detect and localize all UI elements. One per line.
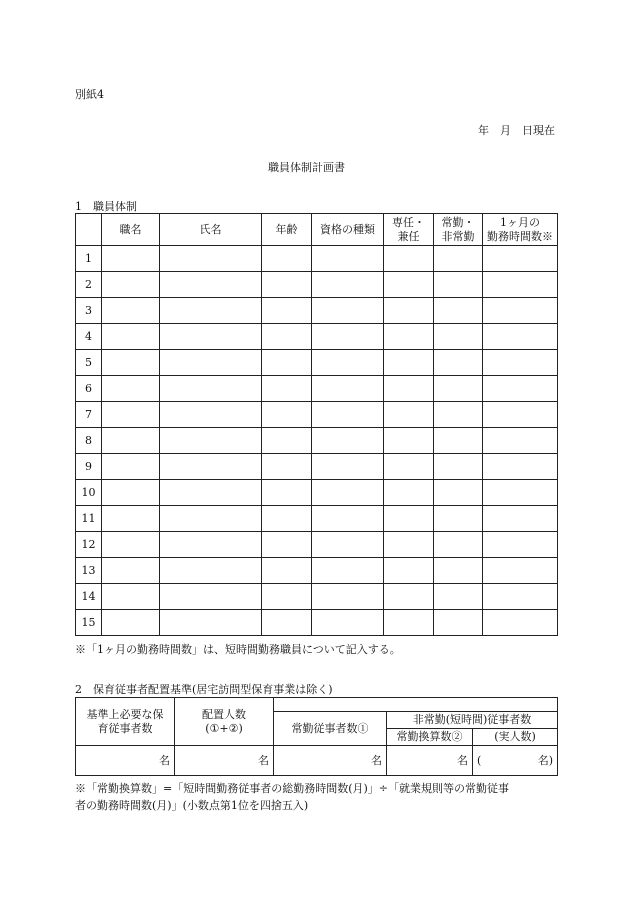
row-number: 9 bbox=[76, 454, 102, 480]
dedicated-cell[interactable] bbox=[384, 298, 434, 324]
age-cell[interactable] bbox=[262, 376, 312, 402]
dedicated-cell[interactable] bbox=[384, 506, 434, 532]
name-cell[interactable] bbox=[160, 454, 262, 480]
row-number: 1 bbox=[76, 246, 102, 272]
table-row bbox=[76, 246, 558, 272]
fulltime-cell[interactable] bbox=[434, 298, 483, 324]
header-placement bbox=[175, 698, 274, 746]
table-row bbox=[76, 376, 558, 402]
hours-cell[interactable] bbox=[483, 532, 558, 558]
fulltime-value: 名 bbox=[274, 746, 387, 776]
hours-cell[interactable] bbox=[483, 376, 558, 402]
name-cell[interactable] bbox=[160, 324, 262, 350]
hours-cell[interactable] bbox=[483, 324, 558, 350]
dedicated-cell[interactable] bbox=[384, 558, 434, 584]
header-required-line1: 基準上必要な保 bbox=[86, 707, 164, 721]
position-cell[interactable] bbox=[102, 402, 160, 428]
row-number: 10 bbox=[76, 480, 102, 506]
dedicated-cell[interactable] bbox=[384, 428, 434, 454]
fulltime-cell[interactable] bbox=[434, 376, 483, 402]
row-number: 5 bbox=[76, 350, 102, 376]
table-row bbox=[76, 584, 558, 610]
qualification-cell[interactable] bbox=[312, 506, 384, 532]
position-cell[interactable] bbox=[102, 246, 160, 272]
table-row bbox=[76, 506, 558, 532]
age-cell[interactable] bbox=[262, 272, 312, 298]
fulltime-cell[interactable] bbox=[434, 428, 483, 454]
position-cell[interactable] bbox=[102, 272, 160, 298]
placement-value-row bbox=[76, 746, 558, 776]
row-number: 14 bbox=[76, 584, 102, 610]
name-cell[interactable] bbox=[160, 272, 262, 298]
hours-cell[interactable] bbox=[483, 584, 558, 610]
section2-note-line1: ※「常勤換算数」=「短時間勤務従事者の総勤務時間数(月)」÷「就業規則等の常勤従事 bbox=[75, 782, 510, 795]
fulltime-cell[interactable] bbox=[434, 480, 483, 506]
attachment-label: 別紙4 bbox=[75, 88, 104, 101]
row-number: 12 bbox=[76, 532, 102, 558]
table-row bbox=[76, 428, 558, 454]
table-row bbox=[76, 350, 558, 376]
fulltime-cell[interactable] bbox=[434, 246, 483, 272]
position-cell[interactable] bbox=[102, 350, 160, 376]
name-cell[interactable] bbox=[160, 402, 262, 428]
table-row bbox=[76, 532, 558, 558]
page-title: 職員体制計画書 bbox=[268, 161, 345, 174]
name-cell[interactable] bbox=[160, 428, 262, 454]
fulltime-cell[interactable] bbox=[434, 324, 483, 350]
table-row bbox=[76, 272, 558, 298]
qualification-cell[interactable] bbox=[312, 246, 384, 272]
age-cell[interactable] bbox=[262, 402, 312, 428]
name-cell[interactable] bbox=[160, 298, 262, 324]
staff-table bbox=[75, 213, 558, 636]
dedicated-cell[interactable] bbox=[384, 610, 434, 636]
name-cell[interactable] bbox=[160, 506, 262, 532]
header-fulltime-count: 常勤従事者数① bbox=[274, 712, 387, 746]
age-cell[interactable] bbox=[262, 350, 312, 376]
position-cell[interactable] bbox=[102, 506, 160, 532]
dedicated-cell[interactable] bbox=[384, 402, 434, 428]
qualification-cell[interactable] bbox=[312, 428, 384, 454]
position-cell[interactable] bbox=[102, 298, 160, 324]
age-cell[interactable] bbox=[262, 480, 312, 506]
table-row bbox=[76, 480, 558, 506]
position-cell[interactable] bbox=[102, 454, 160, 480]
qualification-cell[interactable] bbox=[312, 376, 384, 402]
age-cell[interactable] bbox=[262, 428, 312, 454]
dedicated-cell[interactable] bbox=[384, 324, 434, 350]
position-cell[interactable] bbox=[102, 532, 160, 558]
header-placement-line1: 配置人数 bbox=[202, 707, 246, 721]
section1-note: ※「1ヶ月の勤務時間数」は、短時間勤務職員について記入する。 bbox=[75, 643, 401, 656]
section2-note-line2: 者の勤務時間数(月)」(小数点第1位を四捨五入) bbox=[75, 799, 309, 812]
position-cell[interactable] bbox=[102, 428, 160, 454]
row-number: 13 bbox=[76, 558, 102, 584]
header-hours-line2: 勤務時間数※ bbox=[487, 229, 553, 243]
name-cell[interactable] bbox=[160, 376, 262, 402]
qualification-cell[interactable] bbox=[312, 610, 384, 636]
name-cell[interactable] bbox=[160, 246, 262, 272]
section2-heading: 2 保育従事者配置基準(居宅訪問型保育事業は除く) bbox=[75, 683, 333, 696]
actual-unit: 名) bbox=[537, 753, 554, 767]
header-number bbox=[76, 214, 102, 246]
row-number: 6 bbox=[76, 376, 102, 402]
hours-cell[interactable] bbox=[483, 480, 558, 506]
table-row bbox=[76, 454, 558, 480]
hours-cell[interactable] bbox=[483, 454, 558, 480]
age-cell[interactable] bbox=[262, 506, 312, 532]
age-cell[interactable] bbox=[262, 532, 312, 558]
table-row bbox=[76, 558, 558, 584]
qualification-cell[interactable] bbox=[312, 584, 384, 610]
dedicated-cell[interactable] bbox=[384, 376, 434, 402]
hours-cell[interactable] bbox=[483, 272, 558, 298]
qualification-cell[interactable] bbox=[312, 324, 384, 350]
header-dedicated bbox=[384, 214, 434, 246]
table-row bbox=[76, 324, 558, 350]
converted-value: 名 bbox=[387, 746, 473, 776]
staff-table-header bbox=[76, 214, 558, 246]
position-cell[interactable] bbox=[102, 558, 160, 584]
qualification-cell[interactable] bbox=[312, 454, 384, 480]
placement-table bbox=[75, 697, 558, 776]
actual-open-paren: ( bbox=[477, 753, 482, 767]
header-fulltime-line2: 非常勤 bbox=[441, 229, 475, 243]
dedicated-cell[interactable] bbox=[384, 454, 434, 480]
fulltime-cell[interactable] bbox=[434, 584, 483, 610]
hours-cell[interactable] bbox=[483, 558, 558, 584]
name-cell[interactable] bbox=[160, 610, 262, 636]
age-cell[interactable] bbox=[262, 454, 312, 480]
dedicated-cell[interactable] bbox=[384, 480, 434, 506]
header-placement-line2: (①+②) bbox=[205, 721, 243, 735]
age-cell[interactable] bbox=[262, 558, 312, 584]
table-row bbox=[76, 402, 558, 428]
row-number: 11 bbox=[76, 506, 102, 532]
qualification-cell[interactable] bbox=[312, 350, 384, 376]
header-dedicated-line1: 専任・ bbox=[392, 215, 425, 229]
hours-cell[interactable] bbox=[483, 506, 558, 532]
header-dedicated-line2: 兼任 bbox=[397, 229, 420, 243]
hours-cell[interactable] bbox=[483, 298, 558, 324]
age-cell[interactable] bbox=[262, 610, 312, 636]
qualification-cell[interactable] bbox=[312, 558, 384, 584]
staff-table-body bbox=[76, 246, 558, 636]
position-cell[interactable] bbox=[102, 480, 160, 506]
qualification-cell[interactable] bbox=[312, 272, 384, 298]
placement-header-row1 bbox=[76, 698, 558, 712]
fulltime-cell[interactable] bbox=[434, 402, 483, 428]
name-cell[interactable] bbox=[160, 480, 262, 506]
row-number: 4 bbox=[76, 324, 102, 350]
position-cell[interactable] bbox=[102, 584, 160, 610]
position-cell[interactable] bbox=[102, 610, 160, 636]
header-age: 年齢 bbox=[262, 214, 312, 246]
header-fulltime bbox=[434, 214, 483, 246]
header-blank bbox=[274, 698, 558, 712]
qualification-cell[interactable] bbox=[312, 532, 384, 558]
name-cell[interactable] bbox=[160, 558, 262, 584]
fulltime-cell[interactable] bbox=[434, 558, 483, 584]
fulltime-cell[interactable] bbox=[434, 532, 483, 558]
position-cell[interactable] bbox=[102, 376, 160, 402]
hours-cell[interactable] bbox=[483, 610, 558, 636]
header-converted: 常勤換算数② bbox=[387, 729, 473, 746]
row-number: 2 bbox=[76, 272, 102, 298]
name-cell[interactable] bbox=[160, 350, 262, 376]
actual-value bbox=[473, 746, 558, 776]
age-cell[interactable] bbox=[262, 298, 312, 324]
fulltime-cell[interactable] bbox=[434, 506, 483, 532]
header-actual: (実人数) bbox=[473, 729, 558, 746]
header-hours bbox=[483, 214, 558, 246]
header-required bbox=[76, 698, 175, 746]
row-number: 15 bbox=[76, 610, 102, 636]
header-position: 職名 bbox=[102, 214, 160, 246]
dedicated-cell[interactable] bbox=[384, 272, 434, 298]
qualification-cell[interactable] bbox=[312, 402, 384, 428]
header-fulltime-line1: 常勤・ bbox=[441, 215, 475, 229]
header-parttime-count: 非常勤(短時間)従事者数 bbox=[387, 712, 558, 729]
fulltime-cell[interactable] bbox=[434, 272, 483, 298]
position-cell[interactable] bbox=[102, 324, 160, 350]
age-cell[interactable] bbox=[262, 324, 312, 350]
header-required-line2: 育従事者数 bbox=[97, 721, 153, 735]
qualification-cell[interactable] bbox=[312, 480, 384, 506]
age-cell[interactable] bbox=[262, 584, 312, 610]
required-value: 名 bbox=[76, 746, 175, 776]
dedicated-cell[interactable] bbox=[384, 532, 434, 558]
row-number: 8 bbox=[76, 428, 102, 454]
header-name: 氏名 bbox=[160, 214, 262, 246]
hours-cell[interactable] bbox=[483, 428, 558, 454]
hours-cell[interactable] bbox=[483, 350, 558, 376]
fulltime-cell[interactable] bbox=[434, 610, 483, 636]
hours-cell[interactable] bbox=[483, 246, 558, 272]
fulltime-cell[interactable] bbox=[434, 454, 483, 480]
name-cell[interactable] bbox=[160, 532, 262, 558]
table-row bbox=[76, 610, 558, 636]
row-number: 3 bbox=[76, 298, 102, 324]
header-qualification: 資格の種類 bbox=[312, 214, 384, 246]
section1-heading: 1 職員体制 bbox=[75, 200, 137, 213]
dedicated-cell[interactable] bbox=[384, 584, 434, 610]
name-cell[interactable] bbox=[160, 584, 262, 610]
qualification-cell[interactable] bbox=[312, 298, 384, 324]
placement-value: 名 bbox=[175, 746, 274, 776]
dedicated-cell[interactable] bbox=[384, 246, 434, 272]
dedicated-cell[interactable] bbox=[384, 350, 434, 376]
header-hours-line1: 1ヶ月の bbox=[500, 215, 540, 229]
table-row bbox=[76, 298, 558, 324]
fulltime-cell[interactable] bbox=[434, 350, 483, 376]
hours-cell[interactable] bbox=[483, 402, 558, 428]
date-line: 年 月 日現在 bbox=[478, 124, 555, 137]
row-number: 7 bbox=[76, 402, 102, 428]
age-cell[interactable] bbox=[262, 246, 312, 272]
